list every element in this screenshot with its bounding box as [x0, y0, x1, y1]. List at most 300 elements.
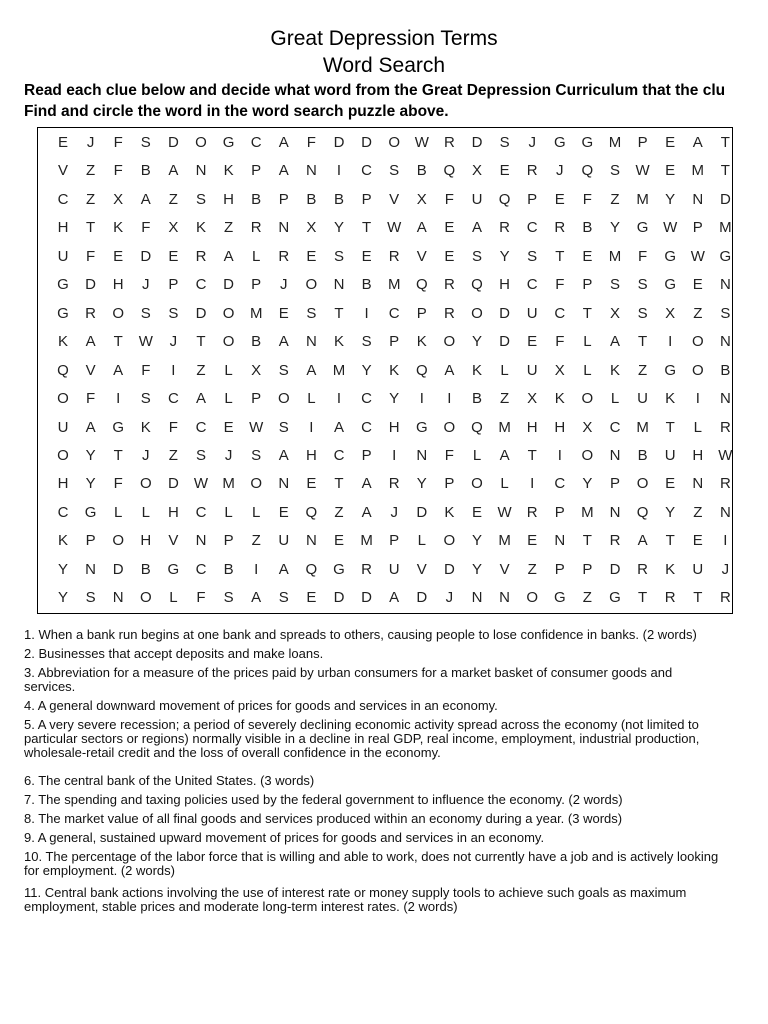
grid-letter[interactable]: S: [195, 190, 206, 208]
grid-letter[interactable]: O: [526, 589, 539, 607]
grid-letter[interactable]: P: [416, 304, 427, 322]
grid-letter[interactable]: H: [526, 418, 538, 436]
grid-letter[interactable]: Y: [361, 361, 372, 379]
grid-letter[interactable]: A: [195, 390, 206, 408]
grid-letter[interactable]: D: [443, 560, 455, 578]
grid-letter[interactable]: T: [334, 475, 344, 493]
grid-letter[interactable]: N: [195, 162, 207, 180]
grid-letter[interactable]: D: [471, 134, 483, 151]
grid-letter[interactable]: A: [361, 475, 372, 493]
grid-letter[interactable]: V: [499, 560, 510, 578]
grid-letter[interactable]: G: [57, 304, 69, 322]
grid-letter[interactable]: M: [498, 418, 511, 436]
grid-letter[interactable]: T: [555, 247, 565, 265]
grid-letter[interactable]: A: [278, 162, 289, 180]
grid-letter[interactable]: O: [112, 532, 125, 550]
grid-letter[interactable]: F: [113, 134, 123, 151]
grid-letter[interactable]: D: [223, 276, 235, 294]
grid-letter[interactable]: X: [471, 162, 482, 180]
grid-letter[interactable]: N: [719, 276, 731, 294]
grid-letter[interactable]: Z: [527, 560, 537, 578]
grid-letter[interactable]: S: [637, 304, 648, 322]
grid-letter[interactable]: R: [554, 219, 566, 237]
grid-letter[interactable]: W: [387, 219, 402, 237]
grid-letter[interactable]: Q: [636, 503, 649, 521]
grid-letter[interactable]: D: [361, 589, 373, 607]
grid-letter[interactable]: O: [581, 446, 594, 464]
grid-letter[interactable]: H: [692, 446, 704, 464]
grid-letter[interactable]: K: [471, 361, 482, 379]
grid-letter[interactable]: I: [254, 560, 259, 578]
grid-letter[interactable]: X: [168, 219, 179, 237]
grid-letter[interactable]: R: [278, 247, 290, 265]
grid-letter[interactable]: B: [306, 190, 317, 208]
grid-letter[interactable]: P: [251, 390, 262, 408]
grid-letter[interactable]: K: [113, 219, 124, 237]
grid-letter[interactable]: O: [57, 390, 69, 408]
grid-letter[interactable]: F: [168, 418, 178, 436]
grid-letter[interactable]: G: [719, 247, 732, 265]
grid-letter[interactable]: A: [389, 589, 400, 607]
grid-letter[interactable]: D: [333, 134, 345, 151]
grid-letter[interactable]: Q: [443, 162, 456, 180]
grid-letter[interactable]: N: [416, 446, 428, 464]
grid-letter[interactable]: N: [719, 390, 731, 408]
grid-letter[interactable]: N: [719, 503, 731, 521]
grid-letter[interactable]: W: [193, 475, 209, 493]
grid-letter[interactable]: Y: [665, 503, 676, 521]
grid-letter[interactable]: A: [609, 333, 620, 351]
grid-letter[interactable]: M: [332, 361, 346, 379]
grid-letter[interactable]: I: [171, 361, 176, 379]
grid-letter[interactable]: Z: [500, 390, 510, 408]
grid-letter[interactable]: A: [85, 418, 96, 436]
grid-letter[interactable]: F: [444, 190, 454, 208]
grid-letter[interactable]: U: [388, 560, 400, 578]
grid-letter[interactable]: K: [223, 162, 234, 180]
grid-letter[interactable]: O: [112, 304, 125, 322]
grid-letter[interactable]: T: [638, 333, 648, 351]
grid-letter[interactable]: C: [526, 219, 538, 237]
grid-letter[interactable]: R: [499, 219, 511, 237]
grid-letter[interactable]: A: [278, 333, 289, 351]
grid-letter[interactable]: J: [528, 134, 536, 151]
grid-letter[interactable]: O: [195, 134, 207, 151]
word-search-grid[interactable]: [37, 127, 733, 614]
grid-letter[interactable]: J: [280, 276, 288, 294]
grid-letter[interactable]: O: [636, 475, 649, 493]
grid-letter[interactable]: E: [527, 333, 538, 351]
grid-letter[interactable]: M: [498, 532, 511, 550]
grid-letter[interactable]: X: [527, 390, 538, 408]
grid-letter[interactable]: E: [113, 247, 124, 265]
grid-letter[interactable]: F: [113, 162, 123, 180]
grid-letter[interactable]: N: [278, 219, 290, 237]
grid-letter[interactable]: W: [690, 247, 705, 265]
grid-letter[interactable]: O: [222, 304, 235, 322]
grid-letter[interactable]: D: [167, 475, 179, 493]
grid-letter[interactable]: O: [250, 475, 263, 493]
grid-letter[interactable]: U: [637, 390, 649, 408]
grid-letter[interactable]: E: [692, 276, 703, 294]
grid-letter[interactable]: P: [527, 190, 538, 208]
grid-letter[interactable]: N: [609, 503, 621, 521]
grid-letter[interactable]: D: [140, 247, 152, 265]
grid-letter[interactable]: I: [723, 532, 728, 550]
grid-letter[interactable]: E: [444, 247, 455, 265]
grid-letter[interactable]: H: [388, 418, 400, 436]
grid-letter[interactable]: T: [582, 532, 592, 550]
grid-letter[interactable]: V: [389, 190, 400, 208]
grid-letter[interactable]: W: [497, 503, 512, 521]
grid-letter[interactable]: H: [499, 276, 511, 294]
grid-letter[interactable]: G: [553, 589, 566, 607]
grid-letter[interactable]: O: [443, 532, 456, 550]
grid-letter[interactable]: L: [693, 418, 702, 436]
grid-letter[interactable]: T: [113, 446, 123, 464]
grid-letter[interactable]: O: [471, 475, 483, 493]
grid-letter[interactable]: S: [361, 333, 372, 351]
grid-letter[interactable]: N: [305, 532, 317, 550]
grid-letter[interactable]: Q: [498, 190, 511, 208]
grid-letter[interactable]: S: [140, 390, 151, 408]
grid-letter[interactable]: J: [142, 446, 150, 464]
grid-letter[interactable]: V: [416, 560, 427, 578]
grid-letter[interactable]: M: [719, 219, 732, 237]
grid-letter[interactable]: F: [86, 247, 96, 265]
grid-letter[interactable]: K: [609, 361, 620, 379]
grid-letter[interactable]: S: [251, 446, 262, 464]
grid-letter[interactable]: J: [142, 276, 150, 294]
grid-letter[interactable]: F: [444, 446, 454, 464]
grid-letter[interactable]: G: [112, 418, 125, 436]
grid-letter[interactable]: M: [608, 134, 622, 151]
grid-letter[interactable]: L: [610, 390, 620, 408]
grid-letter[interactable]: K: [389, 361, 400, 379]
grid-letter[interactable]: L: [417, 532, 426, 550]
grid-letter[interactable]: E: [444, 219, 455, 237]
grid-letter[interactable]: M: [222, 475, 235, 493]
grid-letter[interactable]: N: [471, 589, 483, 607]
grid-letter[interactable]: T: [334, 304, 344, 322]
grid-letter[interactable]: S: [389, 162, 400, 180]
grid-letter[interactable]: I: [419, 390, 424, 408]
grid-letter[interactable]: L: [169, 589, 178, 607]
grid-letter[interactable]: G: [609, 589, 621, 607]
grid-letter[interactable]: R: [719, 475, 731, 493]
grid-letter[interactable]: M: [636, 190, 649, 208]
grid-letter[interactable]: C: [195, 418, 207, 436]
grid-letter[interactable]: T: [638, 589, 648, 607]
grid-letter[interactable]: A: [85, 333, 96, 351]
grid-letter[interactable]: Y: [471, 532, 482, 550]
grid-letter[interactable]: U: [692, 560, 704, 578]
grid-letter[interactable]: O: [139, 475, 152, 493]
grid-letter[interactable]: Y: [333, 219, 344, 237]
grid-letter[interactable]: A: [416, 219, 427, 237]
grid-letter[interactable]: P: [223, 532, 234, 550]
grid-letter[interactable]: B: [582, 219, 593, 237]
grid-letter[interactable]: A: [499, 446, 510, 464]
grid-letter[interactable]: D: [416, 503, 428, 521]
grid-letter[interactable]: P: [554, 560, 565, 578]
grid-letter[interactable]: T: [665, 418, 675, 436]
grid-letter[interactable]: O: [581, 390, 594, 408]
grid-letter[interactable]: B: [416, 162, 427, 180]
grid-letter[interactable]: W: [635, 162, 650, 180]
grid-letter[interactable]: Y: [471, 333, 482, 351]
grid-letter[interactable]: L: [252, 247, 261, 265]
grid-letter[interactable]: R: [388, 475, 400, 493]
grid-letter[interactable]: Z: [638, 361, 648, 379]
grid-letter[interactable]: W: [414, 134, 429, 151]
grid-letter[interactable]: O: [443, 418, 456, 436]
grid-letter[interactable]: Q: [305, 503, 318, 521]
grid-letter[interactable]: E: [554, 190, 565, 208]
grid-letter[interactable]: O: [471, 304, 483, 322]
grid-letter[interactable]: U: [526, 361, 538, 379]
grid-letter[interactable]: F: [113, 475, 123, 493]
grid-letter[interactable]: O: [139, 589, 152, 607]
grid-letter[interactable]: P: [582, 276, 593, 294]
grid-letter[interactable]: S: [223, 589, 234, 607]
grid-letter[interactable]: A: [223, 247, 234, 265]
grid-letter[interactable]: T: [693, 589, 703, 607]
grid-letter[interactable]: B: [471, 390, 482, 408]
grid-letter[interactable]: B: [140, 162, 151, 180]
grid-letter[interactable]: C: [333, 446, 345, 464]
grid-letter[interactable]: O: [443, 333, 456, 351]
grid-letter[interactable]: V: [85, 361, 96, 379]
grid-letter[interactable]: R: [195, 247, 207, 265]
grid-letter[interactable]: P: [444, 475, 455, 493]
grid-letter[interactable]: H: [554, 418, 566, 436]
grid-letter[interactable]: F: [306, 134, 316, 151]
grid-letter[interactable]: C: [554, 304, 566, 322]
grid-letter[interactable]: M: [360, 532, 373, 550]
grid-letter[interactable]: L: [583, 361, 592, 379]
grid-letter[interactable]: H: [57, 219, 69, 237]
grid-letter[interactable]: R: [637, 560, 649, 578]
grid-letter[interactable]: D: [499, 333, 511, 351]
grid-letter[interactable]: W: [718, 446, 733, 464]
grid-letter[interactable]: F: [141, 361, 151, 379]
grid-letter[interactable]: Z: [168, 446, 178, 464]
grid-letter[interactable]: P: [251, 162, 262, 180]
grid-letter[interactable]: Q: [415, 361, 428, 379]
grid-letter[interactable]: P: [278, 190, 289, 208]
grid-letter[interactable]: J: [169, 333, 178, 351]
grid-letter[interactable]: I: [392, 446, 397, 464]
grid-letter[interactable]: I: [695, 390, 700, 408]
grid-letter[interactable]: D: [85, 276, 97, 294]
grid-letter[interactable]: E: [168, 247, 179, 265]
grid-letter[interactable]: I: [364, 304, 369, 322]
grid-letter[interactable]: P: [361, 446, 372, 464]
grid-letter[interactable]: P: [168, 276, 179, 294]
grid-letter[interactable]: Y: [57, 560, 68, 578]
grid-letter[interactable]: R: [361, 560, 373, 578]
grid-letter[interactable]: K: [333, 333, 344, 351]
grid-letter[interactable]: H: [57, 475, 69, 493]
grid-letter[interactable]: S: [140, 304, 151, 322]
grid-letter[interactable]: J: [224, 446, 233, 464]
grid-letter[interactable]: N: [692, 190, 704, 208]
grid-letter[interactable]: D: [333, 589, 345, 607]
grid-letter[interactable]: S: [140, 134, 151, 151]
grid-letter[interactable]: C: [361, 162, 373, 180]
grid-letter[interactable]: G: [84, 503, 97, 521]
grid-letter[interactable]: F: [196, 589, 206, 607]
grid-letter[interactable]: D: [416, 589, 428, 607]
grid-letter[interactable]: S: [609, 276, 620, 294]
grid-letter[interactable]: H: [305, 446, 317, 464]
grid-letter[interactable]: K: [416, 333, 427, 351]
grid-letter[interactable]: Z: [251, 532, 261, 550]
grid-letter[interactable]: I: [309, 418, 314, 436]
grid-letter[interactable]: P: [637, 134, 648, 151]
grid-letter[interactable]: D: [609, 560, 621, 578]
grid-letter[interactable]: C: [554, 475, 566, 493]
grid-letter[interactable]: Z: [168, 190, 178, 208]
grid-letter[interactable]: G: [167, 560, 180, 578]
grid-letter[interactable]: A: [278, 446, 289, 464]
grid-letter[interactable]: Q: [471, 418, 483, 436]
grid-letter[interactable]: K: [665, 560, 676, 578]
grid-letter[interactable]: C: [195, 560, 207, 578]
grid-letter[interactable]: O: [691, 333, 704, 351]
grid-letter[interactable]: T: [527, 446, 537, 464]
grid-letter[interactable]: G: [553, 134, 566, 151]
grid-letter[interactable]: A: [278, 560, 289, 578]
grid-letter[interactable]: B: [333, 190, 344, 208]
grid-letter[interactable]: A: [306, 361, 317, 379]
grid-letter[interactable]: D: [499, 304, 511, 322]
grid-letter[interactable]: F: [141, 219, 151, 237]
grid-letter[interactable]: M: [636, 418, 649, 436]
grid-letter[interactable]: K: [554, 390, 565, 408]
grid-letter[interactable]: L: [224, 390, 233, 408]
grid-letter[interactable]: Y: [389, 390, 400, 408]
grid-letter[interactable]: G: [664, 247, 677, 265]
grid-letter[interactable]: B: [251, 333, 262, 351]
grid-letter[interactable]: E: [692, 532, 703, 550]
grid-letter[interactable]: X: [582, 418, 593, 436]
grid-letter[interactable]: U: [278, 532, 290, 550]
grid-letter[interactable]: F: [555, 333, 565, 351]
grid-letter[interactable]: Y: [499, 247, 510, 265]
grid-letter[interactable]: C: [250, 134, 262, 151]
grid-letter[interactable]: E: [306, 589, 317, 607]
grid-letter[interactable]: Y: [416, 475, 427, 493]
grid-letter[interactable]: R: [526, 162, 538, 180]
grid-letter[interactable]: G: [636, 219, 649, 237]
grid-letter[interactable]: B: [637, 446, 648, 464]
grid-letter[interactable]: X: [416, 190, 427, 208]
grid-letter[interactable]: E: [57, 134, 68, 151]
grid-letter[interactable]: Z: [334, 503, 344, 521]
grid-letter[interactable]: Y: [85, 446, 96, 464]
grid-letter[interactable]: E: [333, 532, 344, 550]
grid-letter[interactable]: X: [665, 304, 676, 322]
grid-letter[interactable]: E: [527, 532, 538, 550]
grid-letter[interactable]: T: [720, 162, 730, 180]
grid-letter[interactable]: Y: [471, 560, 482, 578]
grid-letter[interactable]: U: [664, 446, 676, 464]
grid-letter[interactable]: A: [444, 361, 455, 379]
grid-letter[interactable]: S: [278, 361, 289, 379]
grid-letter[interactable]: N: [195, 532, 207, 550]
grid-letter[interactable]: A: [140, 190, 151, 208]
grid-letter[interactable]: A: [113, 361, 124, 379]
grid-letter[interactable]: M: [608, 247, 622, 265]
grid-letter[interactable]: C: [167, 390, 179, 408]
grid-letter[interactable]: T: [196, 333, 206, 351]
grid-letter[interactable]: O: [222, 333, 235, 351]
grid-letter[interactable]: P: [361, 190, 372, 208]
grid-letter[interactable]: J: [721, 560, 730, 578]
grid-letter[interactable]: Z: [224, 219, 234, 237]
grid-letter[interactable]: N: [305, 162, 317, 180]
grid-letter[interactable]: Z: [610, 190, 620, 208]
grid-letter[interactable]: D: [719, 190, 731, 208]
grid-letter[interactable]: T: [86, 219, 96, 237]
grid-letter[interactable]: L: [472, 446, 482, 464]
grid-letter[interactable]: Z: [86, 162, 96, 180]
grid-letter[interactable]: H: [223, 190, 235, 208]
grid-letter[interactable]: S: [637, 276, 648, 294]
grid-letter[interactable]: R: [85, 304, 97, 322]
grid-letter[interactable]: P: [692, 219, 703, 237]
grid-letter[interactable]: C: [195, 503, 207, 521]
grid-letter[interactable]: S: [278, 589, 289, 607]
grid-letter[interactable]: G: [581, 134, 594, 151]
grid-letter[interactable]: N: [278, 475, 290, 493]
grid-letter[interactable]: P: [251, 276, 262, 294]
grid-letter[interactable]: L: [114, 503, 123, 521]
grid-letter[interactable]: S: [333, 247, 344, 265]
grid-letter[interactable]: L: [224, 503, 233, 521]
grid-letter[interactable]: Y: [582, 475, 593, 493]
grid-letter[interactable]: C: [57, 503, 69, 521]
grid-letter[interactable]: P: [389, 532, 400, 550]
grid-letter[interactable]: E: [278, 304, 289, 322]
grid-letter[interactable]: E: [665, 134, 676, 151]
grid-letter[interactable]: W: [138, 333, 153, 351]
grid-letter[interactable]: E: [278, 503, 289, 521]
grid-letter[interactable]: H: [167, 503, 179, 521]
grid-letter[interactable]: E: [223, 418, 234, 436]
grid-letter[interactable]: S: [720, 304, 731, 322]
grid-letter[interactable]: F: [555, 276, 565, 294]
grid-letter[interactable]: S: [306, 304, 317, 322]
grid-letter[interactable]: G: [222, 134, 235, 151]
grid-letter[interactable]: U: [57, 247, 69, 265]
grid-letter[interactable]: J: [445, 589, 454, 607]
grid-letter[interactable]: Q: [305, 560, 318, 578]
grid-letter[interactable]: Y: [85, 475, 96, 493]
grid-letter[interactable]: L: [583, 333, 592, 351]
grid-letter[interactable]: I: [668, 333, 673, 351]
grid-letter[interactable]: I: [530, 475, 535, 493]
grid-letter[interactable]: K: [57, 532, 68, 550]
grid-letter[interactable]: L: [224, 361, 233, 379]
grid-letter[interactable]: Y: [609, 219, 620, 237]
grid-letter[interactable]: Z: [196, 361, 206, 379]
grid-letter[interactable]: Q: [415, 276, 428, 294]
grid-letter[interactable]: V: [168, 532, 179, 550]
grid-letter[interactable]: D: [361, 134, 373, 151]
